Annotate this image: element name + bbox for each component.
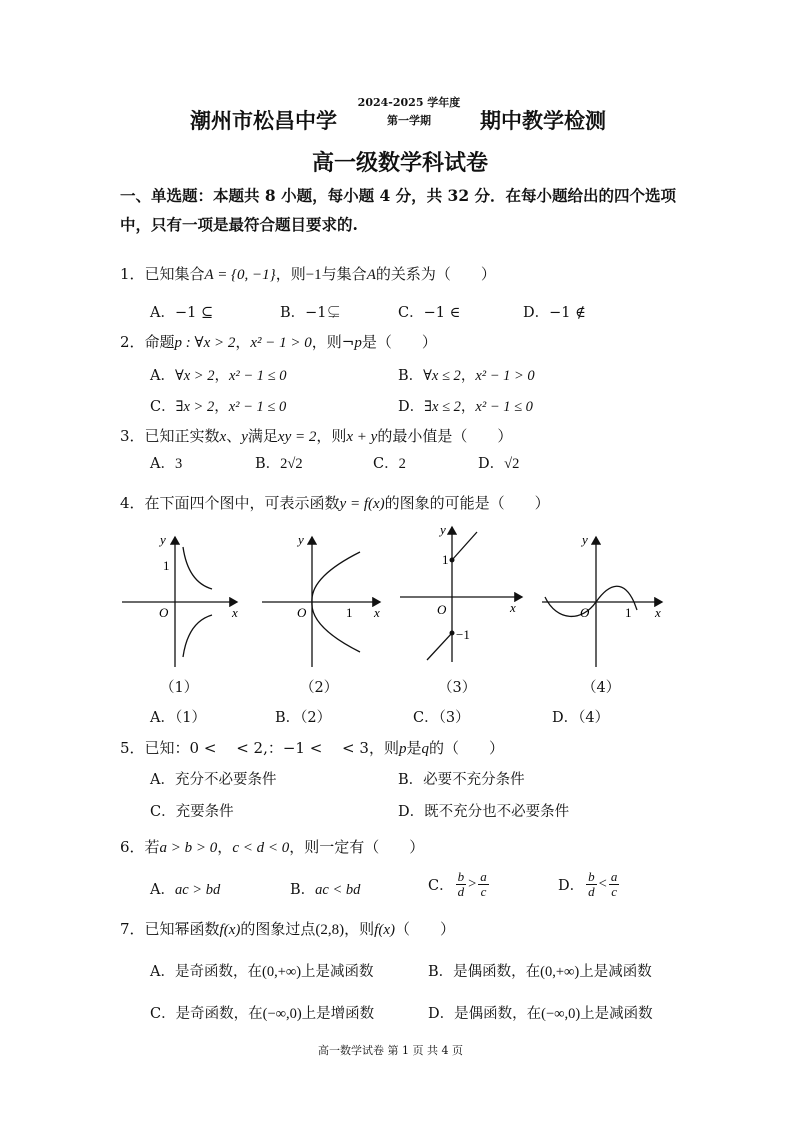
svg-text:−1: −1	[456, 627, 470, 642]
question-4-stem: 4．在下面四个图中，可表示函数y = f(x)的图象的可能是（ ）	[120, 494, 550, 512]
svg-text:O: O	[437, 602, 447, 617]
graph-4	[542, 532, 662, 667]
school-name: 潮州市松昌中学	[190, 108, 337, 133]
svg-text:1: 1	[625, 605, 632, 620]
q2-proposition: p : ∀x > 2	[174, 335, 236, 351]
q5-option-a[interactable]: A．充分不必要条件	[150, 772, 277, 788]
q1-text-c: 与集合	[321, 265, 367, 283]
graph-4-caption: （4）	[582, 680, 621, 696]
q1-option-d[interactable]: D．−1 ∉	[523, 305, 586, 321]
graph-1-y-label: y	[160, 532, 166, 547]
q4-option-d[interactable]: D．（4）	[552, 710, 610, 726]
question-6-stem: 6．若a > b > 0，c < d < 0，则一定有（ ）	[120, 838, 425, 856]
q5-option-c[interactable]: C．充要条件	[150, 804, 234, 820]
svg-text:O: O	[580, 605, 590, 620]
svg-text:y: y	[298, 532, 304, 547]
q4-graphs	[112, 522, 672, 672]
q4-option-a[interactable]: A．（1）	[150, 710, 206, 726]
q2-option-a[interactable]: A．∀x > 2，x² − 1 ≤ 0	[150, 368, 287, 384]
q3-option-d[interactable]: D．√2	[478, 456, 520, 472]
q1-neg-one: −1	[305, 267, 322, 283]
graph-1-caption: （1）	[160, 680, 199, 696]
q3-option-c[interactable]: C．2	[373, 456, 406, 472]
page-footer: 高一数学试卷 第 1 页 共 4 页	[318, 1044, 463, 1057]
q1-text-d: 的关系为（ ）	[375, 265, 496, 283]
q4-option-b[interactable]: B．（2）	[275, 710, 332, 726]
q1-text-b: ，则	[275, 265, 306, 283]
section-heading-line2: 中，只有一项是最符合题目要求的.	[120, 215, 358, 234]
q4-option-c[interactable]: C．（3）	[413, 710, 470, 726]
question-3-stem: 3．已知正实数x、y满足xy = 2，则x + y的最小值是（ ）	[120, 427, 513, 445]
graph-1-tick: 1	[163, 558, 170, 573]
q3-option-b[interactable]: B．2√2	[255, 456, 303, 472]
graph-3-caption: （3）	[438, 680, 477, 696]
q2-text-c: 是（ ）	[361, 333, 437, 351]
q5-option-b[interactable]: B．必要不充分条件	[398, 772, 525, 788]
section-heading-line1: 一、单选题：本题共 8 小题，每小题 4 分，共 32 分．在每小题给出的四个选项	[120, 186, 677, 205]
school-year: 2024-2025 学年度	[357, 96, 461, 109]
graph-1-origin: O	[159, 605, 169, 620]
q2-text-a: 2．命题	[120, 333, 175, 351]
svg-text:x: x	[510, 600, 516, 615]
q1-option-a[interactable]: A．−1 ⊆	[150, 305, 214, 321]
svg-text:x: x	[655, 605, 661, 620]
q2-option-b[interactable]: B．∀x ≤ 2，x² − 1 > 0	[398, 368, 535, 384]
school-term: 第一学期	[387, 114, 431, 127]
q1-text-a: 1．已知集合	[120, 265, 205, 283]
svg-text:y: y	[582, 532, 588, 547]
graph-3	[400, 522, 522, 662]
q1-option-c[interactable]: C．−1 ∈	[398, 305, 461, 321]
q7-option-c[interactable]: C．是奇函数，在(−∞,0)上是增函数	[150, 1006, 375, 1022]
graph-1	[122, 532, 238, 667]
graph-2-caption: （2）	[300, 680, 339, 696]
q2-text-b: ，则¬	[311, 333, 355, 351]
q7-option-a[interactable]: A．是奇函数，在(0,+∞)上是减函数	[150, 964, 374, 980]
q6-option-b[interactable]: B．ac < bd	[290, 882, 361, 898]
q6-option-a[interactable]: A．ac > bd	[150, 882, 221, 898]
q2-sep: ，	[235, 333, 251, 351]
q2-condition: x² − 1 > 0	[250, 335, 312, 351]
question-5-stem: 5．已知：0 < < 2,：−1 < < 3，则p是q的（ ）	[120, 739, 504, 757]
svg-text:1: 1	[346, 605, 353, 620]
q2-option-d[interactable]: D．∃x ≤ 2，x² − 1 ≤ 0	[398, 399, 533, 415]
svg-text:y: y	[440, 522, 446, 537]
q6-option-c[interactable]: C． $\frac{b}{d}$ > $\frac{a}{c}$	[428, 869, 487, 899]
q5-option-d[interactable]: D．既不充分也不必要条件	[398, 804, 570, 820]
q6-option-d[interactable]: D． $\frac{b}{d}$ < $\frac{a}{c}$	[558, 869, 618, 899]
question-1-stem	[120, 263, 496, 284]
svg-text:O: O	[297, 605, 307, 620]
question-2-stem	[120, 331, 437, 352]
q1-option-b[interactable]: B．−1⊊	[280, 305, 342, 321]
q7-option-d[interactable]: D．是偶函数，在(−∞,0)上是减函数	[428, 1006, 653, 1022]
graph-2	[262, 532, 380, 667]
q3-option-a[interactable]: A．3	[150, 456, 183, 472]
q1-set-name: A	[366, 267, 376, 283]
q7-option-b[interactable]: B．是偶函数，在(0,+∞)上是减函数	[428, 964, 652, 980]
q2-option-c[interactable]: C．∃x > 2，x² − 1 ≤ 0	[150, 399, 287, 415]
q2-p: p	[354, 335, 362, 351]
question-7-stem: 7．已知幂函数f(x)的图象过点(2,8)，则f(x)（ ）	[120, 920, 455, 938]
svg-text:1: 1	[442, 552, 449, 567]
graph-1-x-label: x	[232, 605, 238, 620]
q1-set: A = {0, −1}	[204, 267, 276, 283]
exam-name: 期中教学检测	[480, 108, 606, 133]
svg-text:x: x	[374, 605, 380, 620]
page-title: 高一级数学科试卷	[312, 150, 489, 176]
